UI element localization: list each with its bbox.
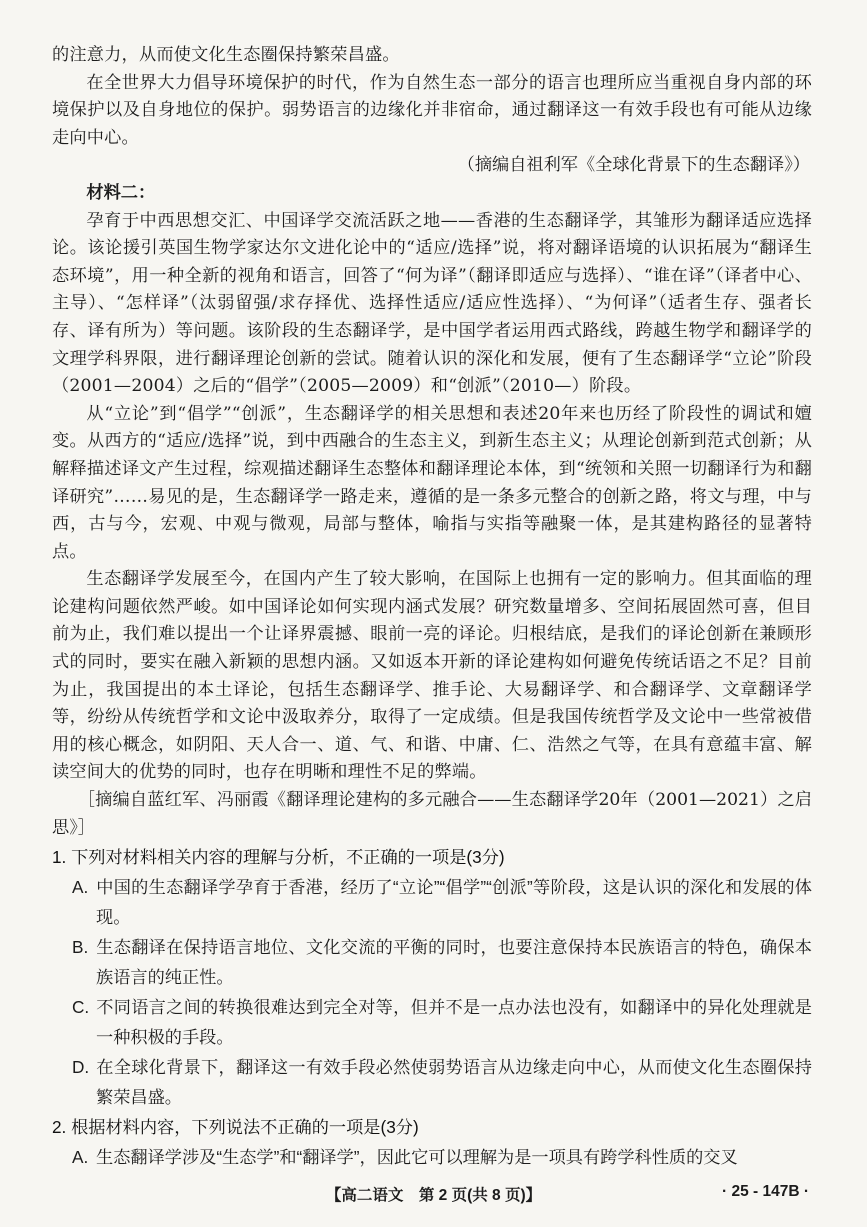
option-key: B. bbox=[72, 937, 89, 958]
question-1 bbox=[52, 842, 812, 1112]
option-c bbox=[52, 992, 812, 1052]
material-2-heading: 材料二： bbox=[86, 182, 156, 203]
option-b bbox=[52, 932, 812, 992]
source-citation-2: ［摘编自蓝红军、冯丽霞《翻译理论建构的多元融合——生态翻译学20年（2001—2021）之启思》］ bbox=[52, 790, 812, 838]
reading-passage bbox=[52, 42, 812, 1172]
paragraph-continuation: 的注意力，从而使文化生态圈保持繁荣昌盛。 bbox=[52, 45, 400, 65]
footer-page-info: 【高二语文 第 2 页(共 8 页)】 bbox=[325, 1187, 542, 1204]
option-text: 生态翻译在保持语言地位、文化交流的平衡的同时，也要注意保持本民族语言的特色，确保本族语言的纯正性。 bbox=[96, 937, 812, 988]
paragraph-2: 孕育于中西思想交汇、中国译学交流活跃之地——香港的生态翻译学，其雏形为翻译适应选择论。该论援引英国生物学家达尔文进化论中的“适应/选择”说，将对翻译语境的认识拓展为“翻译生态环境”，用一种全新的视角和语言，回答了“何为译”（翻译即适应与选择）、“谁在译”（译者中心、主导）、“怎样译”（汰弱留强/求存择优、选择性适应/适应性选择）、“为何译”（适者生存、强者长存、译有所为）等问题。该阶段的生态翻译学，是中国学者运用西式路线，跨越生物学和翻译学的文理学科界限，进行翻译理论创新的尝试。随着认识的深化和发展，便有了生态翻译学“立论”阶段（2001—2004）之后的“倡学”（2005—2009）和“创派”（2010—）阶段。 bbox=[52, 210, 812, 397]
paragraph-3: 从“立论”到“倡学”“创派”，生态翻译学的相关思想和表述20年来也历经了阶段性的调试和嬗变。从西方的“适应/选择”说，到中西融合的生态主义，到新生态主义；从理论创新到范式创新；从解释描述译文产生过程，综观描述翻译生态整体和翻译理论本体，到“统领和关照一切翻译行为和翻译研究”……易见的是，生态翻译学一路走来，遵循的是一条多元整合的创新之路，将文与理，中与西，古与今，宏观、中观与微观，局部与整体，喻指与实指等融聚一体，是其建构路径的显著特点。 bbox=[52, 403, 812, 562]
option-text: 生态翻译学涉及“生态学”和“翻译学”，因此它可以理解为是一项具有跨学科性质的交叉 bbox=[96, 1147, 738, 1168]
option-a bbox=[52, 1142, 812, 1172]
question-title: 2. 根据材料内容，下列说法不正确的一项是(3分) bbox=[52, 1117, 419, 1138]
source-citation-1: （摘编自祖利军《全球化背景下的生态翻译》） bbox=[457, 155, 810, 176]
footer-exam-code: · 25 - 147B · bbox=[721, 1183, 809, 1200]
option-text: 不同语言之间的转换很难达到完全对等，但并不是一点办法也没有，如翻译中的异化处理就是一种积极的手段。 bbox=[96, 997, 812, 1048]
paragraph-1: 在全世界大力倡导环境保护的时代，作为自然生态一部分的语言也理所应当重视自身内部的环境保护以及自身地位的保护。弱势语言的边缘化并非宿命，通过翻译这一有效手段也有可能从边缘走向中心。 bbox=[52, 72, 812, 148]
question-2 bbox=[52, 1112, 812, 1172]
option-a bbox=[52, 872, 812, 932]
option-key: A. bbox=[72, 1147, 89, 1168]
option-text: 中国的生态翻译学孕育于香港，经历了“立论”“倡学”“创派”等阶段，这是认识的深化和发展的体现。 bbox=[96, 877, 812, 928]
option-text: 在全球化背景下，翻译这一有效手段必然使弱势语言从边缘走向中心，从而使文化生态圈保持繁荣昌盛。 bbox=[96, 1057, 812, 1108]
option-d bbox=[52, 1052, 812, 1112]
paragraph-4: 生态翻译学发展至今，在国内产生了较大影响，在国际上也拥有一定的影响力。但其面临的理论建构问题依然严峻。如中国译论如何实现内涵式发展？研究数量增多、空间拓展固然可喜，但目前为止，我们难以提出一个让译界震撼、眼前一亮的译论。归根结底，是我们的译论创新在兼顾形式的同时，要实在融入新颖的思想内涵。又如返本开新的译论建构如何避免传统话语之不足？目前为止，我国提出的本土译论，包括生态翻译学、推手论、大易翻译学、和合翻译学、文章翻译学等，纷纷从传统哲学和文论中汲取养分，取得了一定成绩。但是我国传统哲学及文论中一些常被借用的核心概念，如阴阳、天人合一、道、气、和谐、中庸、仁、浩然之气等，在具有意蕴丰富、解读空间大的优势的同时，也存在明晰和理性不足的弊端。 bbox=[52, 569, 812, 783]
option-key: A. bbox=[72, 877, 89, 898]
question-title: 1. 下列对材料相关内容的理解与分析，不正确的一项是(3分) bbox=[52, 847, 505, 868]
option-key: D. bbox=[72, 1057, 90, 1078]
option-key: C. bbox=[72, 997, 90, 1018]
